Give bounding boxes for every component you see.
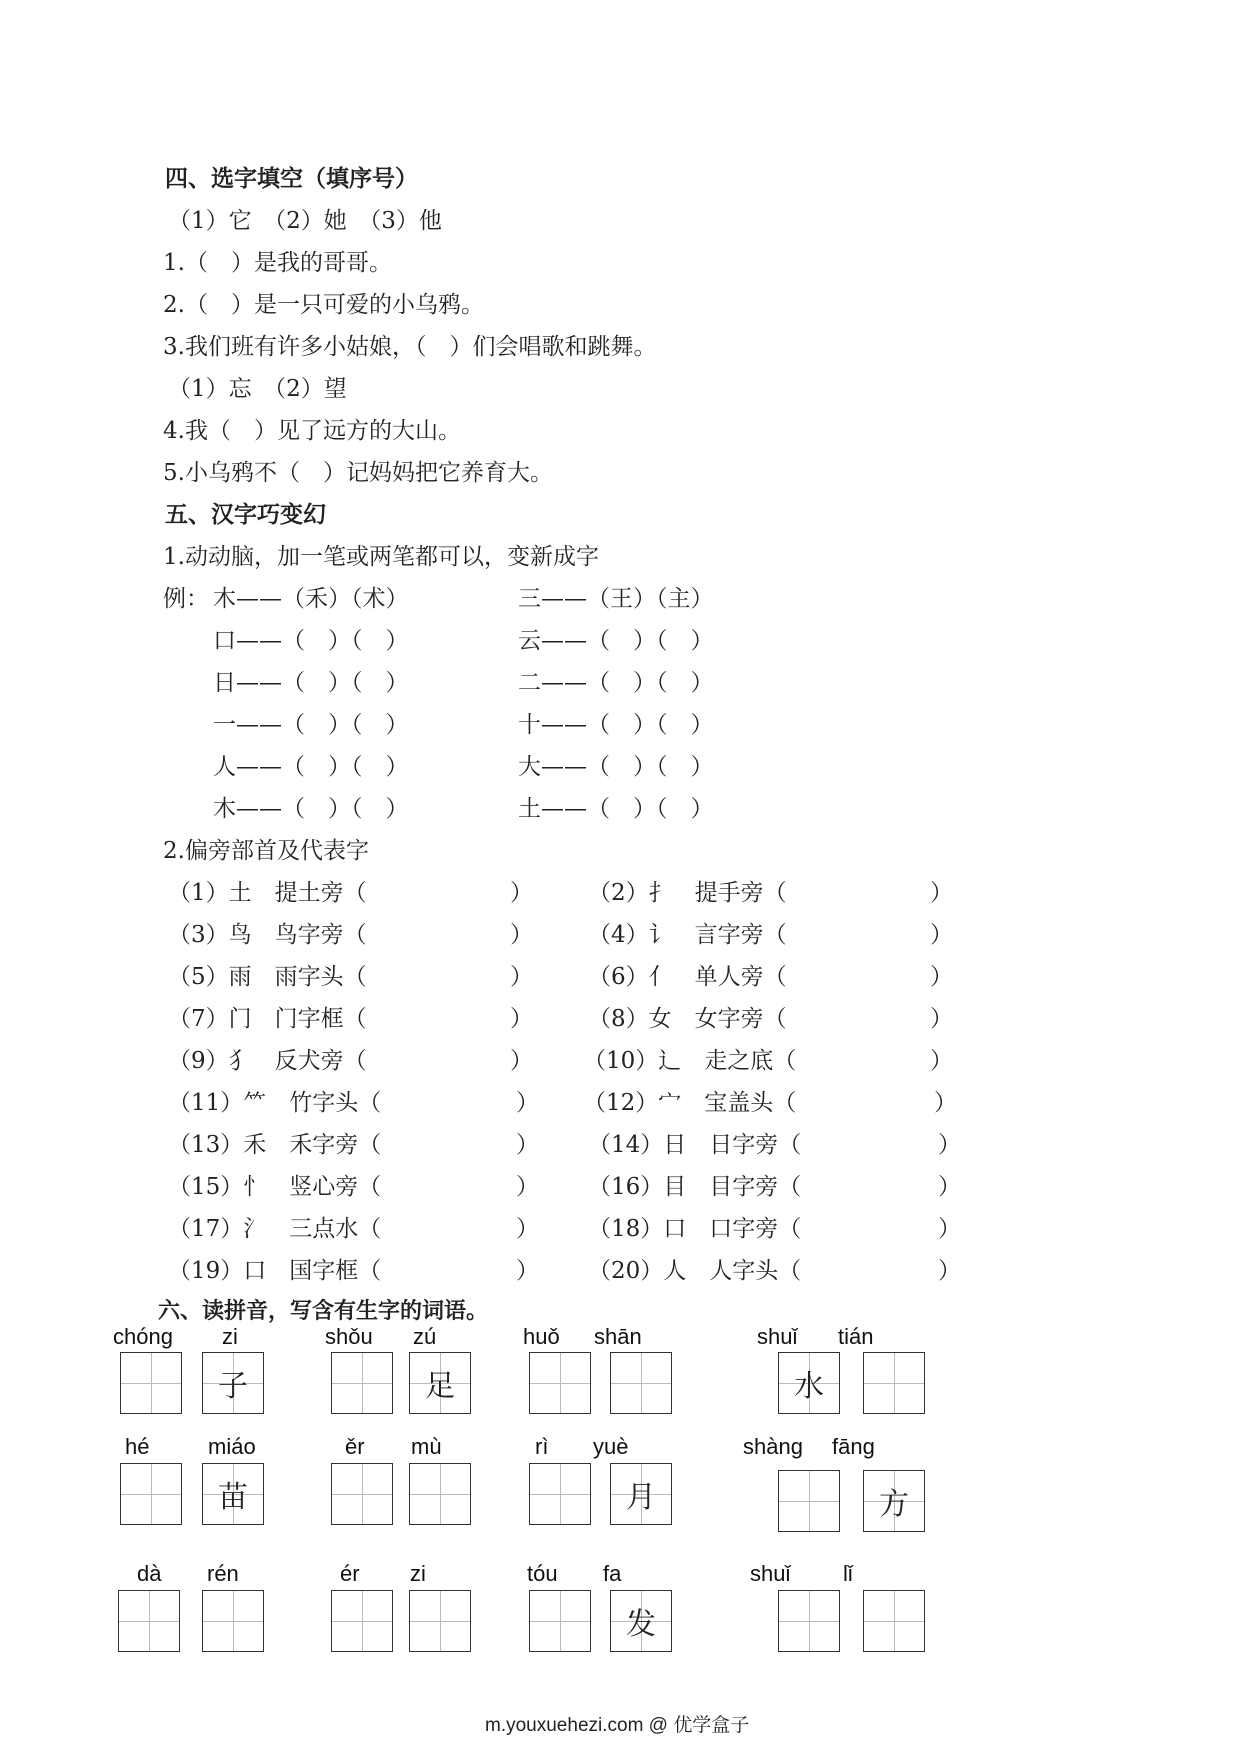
- radical-item: （6）亻 单人旁（: [588, 964, 787, 990]
- stroke-row-right: 云——（ ）（ ）: [518, 628, 714, 654]
- close-paren: ）: [516, 1090, 539, 1116]
- footer-watermark: m.youxuehezi.com @ 优学盒子: [485, 1715, 750, 1736]
- pinyin: rì: [535, 1434, 549, 1459]
- section4-title: 四、选字填空（填序号）: [165, 165, 418, 192]
- close-paren: ）: [938, 1216, 961, 1242]
- writing-box[interactable]: [529, 1352, 591, 1414]
- radical-item: （9）犭 反犬旁（: [168, 1048, 367, 1074]
- pinyin: rén: [207, 1561, 239, 1586]
- radical-item: （10）辶 走之底（: [583, 1048, 797, 1074]
- box-char: [864, 1591, 924, 1651]
- question-3: 3.我们班有许多小姑娘，（ ）们会唱歌和跳舞。: [163, 334, 657, 360]
- writing-box[interactable]: [778, 1470, 840, 1532]
- section5-title: 五、汉字巧变幻: [165, 501, 326, 528]
- pinyin: miáo: [208, 1434, 256, 1459]
- writing-box[interactable]: [118, 1590, 180, 1652]
- box-char: [779, 1471, 839, 1531]
- close-paren: ）: [930, 1006, 953, 1032]
- pinyin: dà: [137, 1561, 162, 1586]
- box-char: [332, 1591, 392, 1651]
- radical-item: （19）口 国字框（: [168, 1258, 382, 1284]
- pinyin: mù: [411, 1434, 442, 1459]
- box-char: 水: [794, 1369, 824, 1404]
- close-paren: ）: [516, 1216, 539, 1242]
- close-paren: ）: [516, 1174, 539, 1200]
- writing-box[interactable]: [610, 1463, 672, 1525]
- writing-box[interactable]: [529, 1590, 591, 1652]
- writing-box[interactable]: [409, 1352, 471, 1414]
- box-char: [530, 1464, 590, 1524]
- pinyin: shuǐ: [750, 1561, 791, 1586]
- radical-item: （12）宀 宝盖头（: [583, 1090, 797, 1116]
- question-2: 2.（ ）是一只可爱的小乌鸦。: [163, 292, 484, 318]
- stroke-row-right: 十——（ ）（ ）: [518, 712, 714, 738]
- section4-options-a: （1）它 （2）她 （3）他: [168, 208, 442, 234]
- box-char: [864, 1353, 924, 1413]
- pinyin: tóu: [527, 1561, 558, 1586]
- box-char: [332, 1353, 392, 1413]
- box-char: 足: [425, 1369, 455, 1404]
- writing-box[interactable]: [202, 1590, 264, 1652]
- close-paren: ）: [930, 964, 953, 990]
- section4-options-b: （1）忘 （2）望: [168, 376, 347, 402]
- box-char: [530, 1591, 590, 1651]
- section5-sub1: 1.动动脑，加一笔或两笔都可以，变新成字: [163, 544, 599, 570]
- close-paren: ）: [510, 880, 533, 906]
- radical-item: （2）扌 提手旁（: [588, 880, 787, 906]
- radical-item: （3）鸟 鸟字旁（: [168, 922, 367, 948]
- box-char: [121, 1353, 181, 1413]
- box-char: 发: [626, 1607, 656, 1642]
- box-char: [611, 1353, 671, 1413]
- box-char: 苗: [218, 1480, 248, 1515]
- stroke-row-right: 土——（ ）（ ）: [518, 796, 714, 822]
- close-paren: ）: [930, 922, 953, 948]
- radical-item: （15）忄 竖心旁（: [168, 1174, 382, 1200]
- writing-box[interactable]: [863, 1590, 925, 1652]
- box-char: [119, 1591, 179, 1651]
- writing-box[interactable]: [202, 1352, 264, 1414]
- pinyin: shǒu: [325, 1324, 373, 1349]
- writing-box[interactable]: [331, 1590, 393, 1652]
- radical-item: （4）讠 言字旁（: [588, 922, 787, 948]
- writing-box[interactable]: [409, 1463, 471, 1525]
- section5-sub2: 2.偏旁部首及代表字: [163, 838, 369, 864]
- writing-box[interactable]: [331, 1352, 393, 1414]
- radical-item: （13）禾 禾字旁（: [168, 1132, 382, 1158]
- writing-box[interactable]: [529, 1463, 591, 1525]
- pinyin: lǐ: [843, 1561, 853, 1586]
- close-paren: ）: [938, 1258, 961, 1284]
- pinyin: ěr: [345, 1434, 365, 1459]
- pinyin: zú: [413, 1324, 437, 1349]
- stroke-row-left: 木——（禾）（术）: [213, 586, 409, 612]
- box-char: [410, 1591, 470, 1651]
- box-char: 子: [218, 1369, 248, 1404]
- pinyin: shuǐ: [757, 1324, 798, 1349]
- pinyin: tián: [838, 1324, 874, 1349]
- example-label: 例：: [163, 586, 209, 612]
- pinyin: chóng: [113, 1324, 173, 1349]
- box-char: 月: [626, 1480, 656, 1515]
- radical-item: （16）目 目字旁（: [588, 1174, 802, 1200]
- radical-item: （20）人 人字头（: [588, 1258, 802, 1284]
- pinyin: zi: [222, 1324, 238, 1349]
- stroke-row-left: 一——（ ）（ ）: [213, 712, 409, 738]
- close-paren: ）: [934, 1090, 957, 1116]
- close-paren: ）: [938, 1132, 961, 1158]
- box-char: [779, 1591, 839, 1651]
- box-char: [530, 1353, 590, 1413]
- radical-item: （7）门 门字框（: [168, 1006, 367, 1032]
- pinyin: huǒ: [523, 1324, 560, 1349]
- writing-box[interactable]: [202, 1463, 264, 1525]
- radical-item: （18）口 口字旁（: [588, 1216, 802, 1242]
- writing-box[interactable]: [778, 1352, 840, 1414]
- stroke-row-right: 二——（ ）（ ）: [518, 670, 714, 696]
- writing-box[interactable]: [331, 1463, 393, 1525]
- writing-box[interactable]: [863, 1352, 925, 1414]
- stroke-row-left: 人——（ ）（ ）: [213, 754, 409, 780]
- close-paren: ）: [938, 1174, 961, 1200]
- question-1: 1.（ ）是我的哥哥。: [163, 250, 392, 276]
- radical-item: （11）⺮ 竹字头（: [168, 1090, 382, 1116]
- stroke-row-right: 三——（王）（主）: [518, 586, 714, 612]
- close-paren: ）: [510, 1048, 533, 1074]
- writing-box[interactable]: [610, 1590, 672, 1652]
- writing-box[interactable]: [610, 1352, 672, 1414]
- question-4: 4.我（ ）见了远方的大山。: [163, 418, 461, 444]
- question-5: 5.小乌鸦不（ ）记妈妈把它养育大。: [163, 460, 553, 486]
- radical-item: （14）日 日字旁（: [588, 1132, 802, 1158]
- close-paren: ）: [930, 1048, 953, 1074]
- close-paren: ）: [930, 880, 953, 906]
- box-char: [410, 1464, 470, 1524]
- radical-item: （8）女 女字旁（: [588, 1006, 787, 1032]
- section6-title: 六、读拼音，写含有生字的词语。: [158, 1298, 489, 1324]
- pinyin: hé: [125, 1434, 150, 1459]
- writing-box[interactable]: [863, 1470, 925, 1532]
- close-paren: ）: [510, 922, 533, 948]
- box-char: [203, 1591, 263, 1651]
- writing-box[interactable]: [778, 1590, 840, 1652]
- box-char: 方: [879, 1487, 909, 1522]
- stroke-row-left: 日——（ ）（ ）: [213, 670, 409, 696]
- radical-item: （5）雨 雨字头（: [168, 964, 367, 990]
- stroke-row-left: 木——（ ）（ ）: [213, 796, 409, 822]
- close-paren: ）: [510, 964, 533, 990]
- radical-item: （1）土 提土旁（: [168, 880, 367, 906]
- pinyin: shàng: [743, 1434, 803, 1459]
- writing-box[interactable]: [120, 1463, 182, 1525]
- box-char: [121, 1464, 181, 1524]
- box-char: [332, 1464, 392, 1524]
- pinyin: fa: [603, 1561, 622, 1586]
- writing-box[interactable]: [409, 1590, 471, 1652]
- close-paren: ）: [516, 1258, 539, 1284]
- close-paren: ）: [516, 1132, 539, 1158]
- pinyin: zi: [410, 1561, 426, 1586]
- close-paren: ）: [510, 1006, 533, 1032]
- stroke-row-right: 大——（ ）（ ）: [518, 754, 714, 780]
- pinyin: shān: [594, 1324, 642, 1349]
- writing-box[interactable]: [120, 1352, 182, 1414]
- stroke-row-left: 口——（ ）（ ）: [213, 628, 409, 654]
- pinyin: ér: [340, 1561, 360, 1586]
- pinyin: yuè: [593, 1434, 629, 1459]
- radical-item: （17）氵 三点水（: [168, 1216, 382, 1242]
- pinyin: fāng: [832, 1434, 875, 1459]
